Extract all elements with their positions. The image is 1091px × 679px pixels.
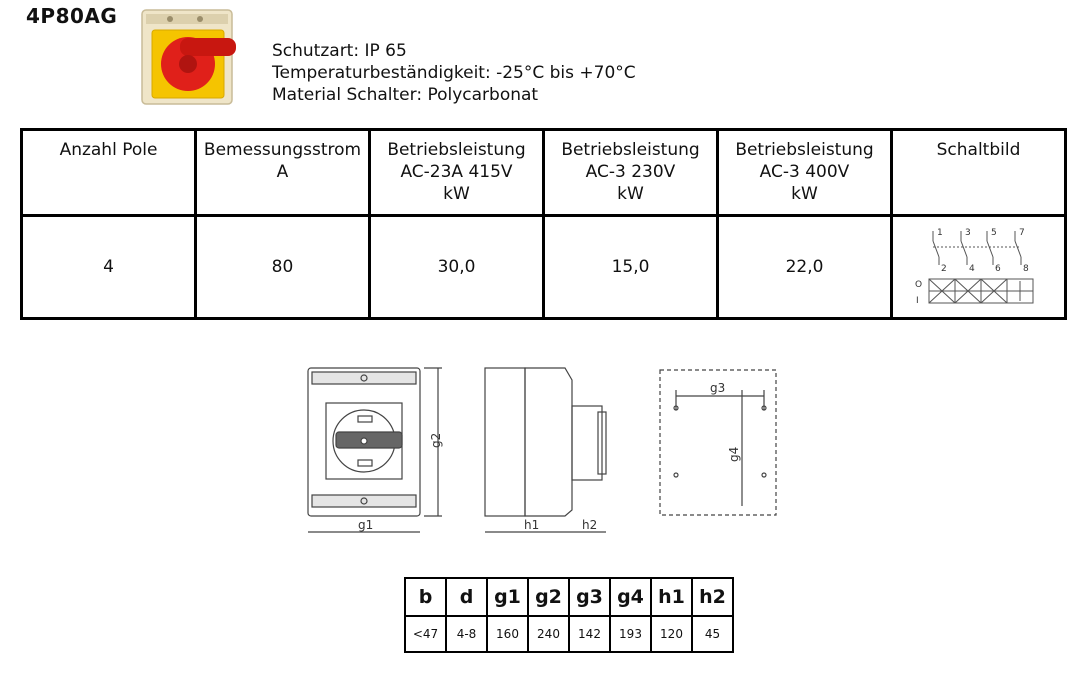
terminal-4: 4 (968, 264, 975, 274)
label-g3: g3 (710, 381, 726, 395)
value-power-ac23a: 30,0 (370, 216, 544, 319)
state-on: I (915, 296, 919, 306)
dimensions-header-row (405, 578, 733, 616)
dim-value: 120 (651, 616, 692, 652)
spec-table-header-row (22, 130, 1066, 216)
terminal-3: 3 (964, 228, 971, 238)
side-view-drawing (485, 368, 606, 532)
state-off: O (914, 280, 922, 290)
label-h2: h2 (582, 518, 598, 532)
dim-value: 193 (610, 616, 651, 652)
dim-header: g2 (528, 578, 569, 616)
value-current: 80 (196, 216, 370, 319)
spec-protection: Schutzart: IP 65 (272, 41, 407, 61)
terminal-1: 1 (936, 228, 943, 238)
header-poles: Anzahl Pole (22, 130, 196, 216)
label-g4: g4 (727, 446, 741, 462)
label-h1: h1 (524, 518, 540, 532)
front-view-drawing (308, 368, 442, 532)
dim-header: d (446, 578, 487, 616)
dim-header: g3 (569, 578, 610, 616)
dim-value: 142 (569, 616, 610, 652)
terminal-7: 7 (1018, 228, 1025, 238)
specs-list (272, 40, 636, 106)
spec-table-value-row (22, 216, 1066, 319)
switch-schematic-diagram (895, 217, 1063, 313)
dim-header: b (405, 578, 446, 616)
dim-header: h2 (692, 578, 733, 616)
product-title: 4P80AG (26, 4, 118, 28)
header-schematic: Schaltbild (892, 130, 1066, 216)
spec-temperature: Temperaturbeständigkeit: -25°C bis +70°C (272, 63, 636, 83)
terminal-5: 5 (990, 228, 997, 238)
spec-table (20, 128, 1067, 320)
header-current: Bemessungsstrom A (196, 130, 370, 216)
header-power-ac3-230: Betriebsleistung AC-3 230V kW (544, 130, 718, 216)
dim-header: h1 (651, 578, 692, 616)
dim-value: 4-8 (446, 616, 487, 652)
value-poles: 4 (22, 216, 196, 319)
dimensions-table (404, 577, 734, 653)
dim-header: g4 (610, 578, 651, 616)
value-power-ac3-400: 22,0 (718, 216, 892, 319)
dimensions-value-row (405, 616, 733, 652)
dim-header: g1 (487, 578, 528, 616)
dim-value: 45 (692, 616, 733, 652)
dim-value: 160 (487, 616, 528, 652)
product-photo (140, 6, 236, 106)
terminal-8: 8 (1022, 264, 1029, 274)
value-schematic (892, 216, 1066, 319)
label-g2: g2 (429, 432, 443, 448)
spec-material: Material Schalter: Polycarbonat (272, 85, 539, 105)
dim-value: 240 (528, 616, 569, 652)
label-g1: g1 (358, 518, 374, 532)
terminal-2: 2 (940, 264, 947, 274)
header-power-ac3-400: Betriebsleistung AC-3 400V kW (718, 130, 892, 216)
value-power-ac3-230: 15,0 (544, 216, 718, 319)
header-power-ac23a: Betriebsleistung AC-23A 415V kW (370, 130, 544, 216)
dimension-drawings (300, 360, 790, 545)
dim-value: <47 (405, 616, 446, 652)
terminal-6: 6 (994, 264, 1001, 274)
